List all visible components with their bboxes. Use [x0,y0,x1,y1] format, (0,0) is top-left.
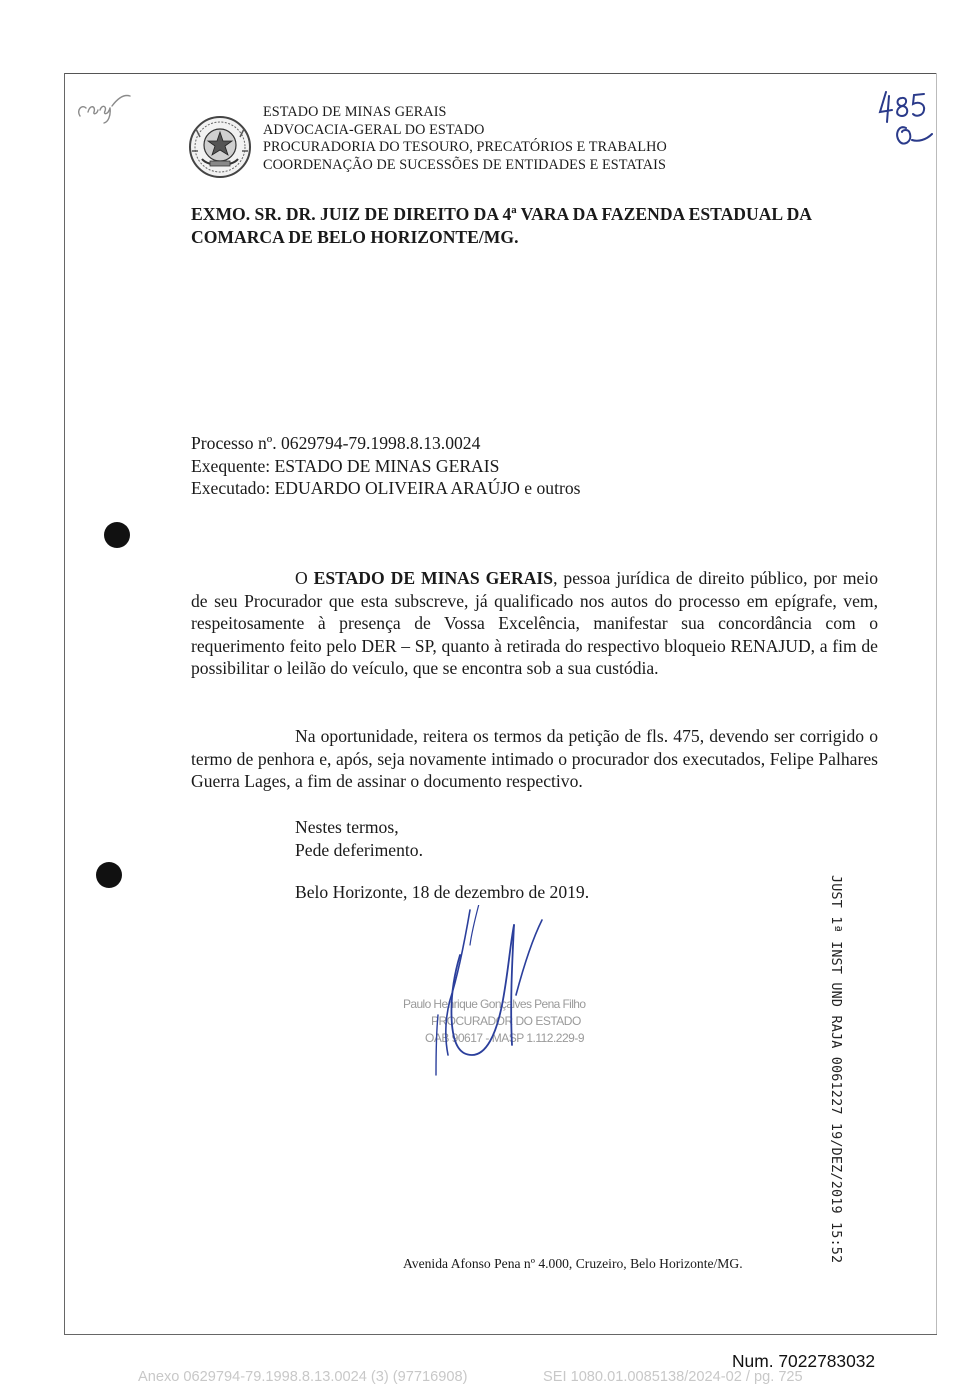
body-paragraph-2: Na oportunidade, reitera os termos da petição de fls. 475, devendo ser corrigido o termo de penhora e, após, seja novamente intimado o procurador dos executados, Felipe Palhares Guerra Lages, a fim de assinar o documento respectivo. [191,726,878,792]
stamp-id: OAB 90617 - MASP 1.112.229-9 [425,1031,584,1045]
scan-border-right [936,73,937,1335]
defendant: Executado: EDUARDO OLIVEIRA ARAÚJO e outros [191,478,581,498]
handwritten-note-left [74,86,134,126]
annex-reference: Anexo 0629794-79.1998.8.13.0024 (3) (97716908) [138,1369,468,1385]
body-paragraph-1 [191,567,878,680]
paragraph-text: , pessoa jurídica de direito público, por meio de seu Procurador que esta subscreve, já qualificado nos autos do processo em epígrafe, vem, respeitosamente à presença de Vossa Excelência, manifestar sua concordância com o requerimento feito pelo DER – SP, quanto à retirada do respectivo bloqueio RENAJUD, a fim de possibilitar o leilão do veículo, que se encontra sob a sua custódia. [191,568,879,679]
closing-line: Nestes termos, [295,817,399,837]
scan-border-left [64,73,65,1335]
stamp-role: PROCURADOR DO ESTADO [431,1014,581,1028]
paragraph-lead: O [295,568,314,588]
stamp-name: Paulo Henrique Gonçalves Pena Filho [403,997,586,1011]
punch-hole [104,522,130,548]
case-details [191,432,580,500]
document-number: Num. 7022783032 [732,1351,876,1371]
sei-reference: SEI 1080.01.0085138/2024-02 / pg. 725 [543,1369,803,1385]
scan-border-top [64,73,937,74]
scan-border-bottom [64,1334,937,1335]
letterhead [263,104,667,174]
party-name: ESTADO DE MINAS GERAIS [313,568,554,588]
closing [295,816,423,861]
date-line: Belo Horizonte, 18 de dezembro de 2019. [295,882,590,902]
handwritten-page-number [872,88,942,154]
process-number: Processo nº. 0629794-79.1998.8.13.0024 [191,433,481,453]
closing-line: Pede deferimento. [295,839,423,860]
addressee: EXMO. SR. DR. JUIZ DE DIREITO DA 4ª VARA DA FAZENDA ESTADUAL DA COMARCA DE BELO HORIZONTE/MG. [191,204,812,247]
signature-icon [400,905,580,1080]
letterhead-line: ESTADO DE MINAS GERAIS [263,104,447,120]
letterhead-line: ADVOCACIA-GERAL DO ESTADO [263,121,485,138]
letterhead-line: PROCURADORIA DO TESOURO, PRECATÓRIOS E TRABALHO [263,139,667,156]
coat-of-arms-icon [188,115,252,179]
punch-hole [96,862,122,888]
footer-address: Avenida Afonso Pena nº 4.000, Cruzeiro, Belo Horizonte/MG. [403,1256,743,1271]
protocol-stamp: JUST 1ª INST UND RAJA 0061227 19/DEZ/2019 15:52 [828,875,843,1264]
letterhead-line: COORDENAÇÃO DE SUCESSÕES DE ENTIDADES E ESTATAIS [263,156,666,173]
plaintiff: Exequente: ESTADO DE MINAS GERAIS [191,455,500,476]
